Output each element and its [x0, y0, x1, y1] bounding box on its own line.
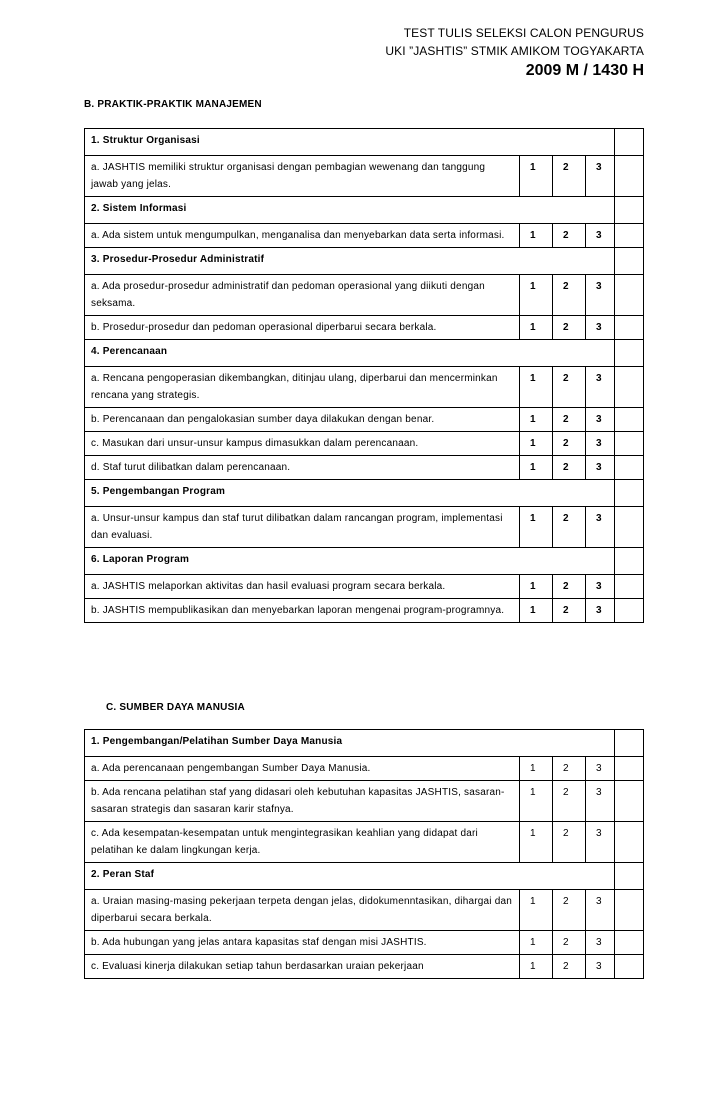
group-heading-row — [85, 730, 644, 757]
group-heading: 6. Laporan Program — [85, 548, 615, 575]
score-option-2[interactable]: 2 — [553, 575, 586, 599]
group-heading: 3. Prosedur-Prosedur Administratif — [85, 248, 615, 275]
question-row — [85, 456, 644, 480]
score-option-3[interactable]: 3 — [586, 781, 615, 822]
section-c-table — [84, 729, 644, 979]
answer-cell[interactable] — [615, 367, 644, 408]
question-row — [85, 316, 644, 340]
question-row — [85, 408, 644, 432]
answer-cell[interactable] — [615, 275, 644, 316]
header-line-2: UKI ”JASHTIS” STMIK AMIKOM TOGYAKARTA — [385, 44, 644, 58]
score-option-1[interactable]: 1 — [520, 757, 553, 781]
group-heading-row — [85, 129, 644, 156]
score-option-2[interactable]: 2 — [553, 456, 586, 480]
question-text: c. Evaluasi kinerja dilakukan setiap tahun berdasarkan uraian pekerjaan — [85, 955, 520, 979]
question-text: a. JASHTIS memiliki struktur organisasi dengan pembagian wewenang dan tanggung jawab yang jelas. — [85, 156, 520, 197]
answer-cell[interactable] — [615, 863, 644, 890]
score-option-2[interactable]: 2 — [553, 822, 586, 863]
score-option-1[interactable]: 1 — [520, 575, 553, 599]
answer-cell[interactable] — [615, 248, 644, 275]
score-option-1[interactable]: 1 — [520, 224, 553, 248]
question-text: a. Unsur-unsur kampus dan staf turut dilibatkan dalam rancangan program, implementasi dan evaluasi. — [85, 507, 520, 548]
score-option-1[interactable]: 1 — [520, 781, 553, 822]
score-option-1[interactable]: 1 — [520, 931, 553, 955]
question-row — [85, 224, 644, 248]
header-line-1: TEST TULIS SELEKSI CALON PENGURUS — [403, 26, 644, 40]
question-row — [85, 275, 644, 316]
score-option-1[interactable]: 1 — [520, 432, 553, 456]
question-text: a. Rencana pengoperasian dikembangkan, ditinjau ulang, diperbarui dan mencerminkan rencana yang strategis. — [85, 367, 520, 408]
score-option-1[interactable]: 1 — [520, 507, 553, 548]
score-option-1[interactable]: 1 — [520, 275, 553, 316]
answer-cell[interactable] — [615, 890, 644, 931]
score-option-1[interactable]: 1 — [520, 456, 553, 480]
group-heading: 4. Perencanaan — [85, 340, 615, 367]
score-option-1[interactable]: 1 — [520, 367, 553, 408]
score-option-2[interactable]: 2 — [553, 224, 586, 248]
question-text: a. Ada perencanaan pengembangan Sumber Daya Manusia. — [85, 757, 520, 781]
document-header — [385, 24, 644, 82]
score-option-1[interactable]: 1 — [520, 955, 553, 979]
score-option-2[interactable]: 2 — [553, 367, 586, 408]
question-text: b. Ada hubungan yang jelas antara kapasitas staf dengan misi JASHTIS. — [85, 931, 520, 955]
group-heading: 5. Pengembangan Program — [85, 480, 615, 507]
score-option-1[interactable]: 1 — [520, 156, 553, 197]
answer-cell[interactable] — [615, 432, 644, 456]
score-option-2[interactable]: 2 — [553, 757, 586, 781]
score-option-1[interactable]: 1 — [520, 408, 553, 432]
score-option-2[interactable]: 2 — [553, 890, 586, 931]
section-b-table — [84, 128, 644, 623]
answer-cell[interactable] — [615, 575, 644, 599]
answer-cell[interactable] — [615, 129, 644, 156]
answer-cell[interactable] — [615, 730, 644, 757]
score-option-2[interactable]: 2 — [553, 156, 586, 197]
question-text: b. JASHTIS mempublikasikan dan menyebarkan laporan mengenai program-programnya. — [85, 599, 520, 623]
score-option-1[interactable]: 1 — [520, 890, 553, 931]
question-row — [85, 890, 644, 931]
answer-cell[interactable] — [615, 599, 644, 623]
answer-cell[interactable] — [615, 757, 644, 781]
answer-cell[interactable] — [615, 408, 644, 432]
answer-cell[interactable] — [615, 156, 644, 197]
score-option-3[interactable]: 3 — [586, 432, 615, 456]
score-option-2[interactable]: 2 — [553, 599, 586, 623]
group-heading: 2. Peran Staf — [85, 863, 615, 890]
score-option-2[interactable]: 2 — [553, 432, 586, 456]
question-text: b. Ada rencana pelatihan staf yang didasari oleh kebutuhan kapasitas JASHTIS, sasaran-sasaran strategis dan sasaran karir stafnya. — [85, 781, 520, 822]
question-row — [85, 931, 644, 955]
question-text: c. Masukan dari unsur-unsur kampus dimasukkan dalam perencanaan. — [85, 432, 520, 456]
answer-cell[interactable] — [615, 931, 644, 955]
score-option-1[interactable]: 1 — [520, 316, 553, 340]
score-option-1[interactable]: 1 — [520, 599, 553, 623]
question-text: a. Ada sistem untuk mengumpulkan, menganalisa dan menyebarkan data serta informasi. — [85, 224, 520, 248]
group-heading-row — [85, 197, 644, 224]
group-heading-row — [85, 548, 644, 575]
question-row — [85, 507, 644, 548]
score-option-2[interactable]: 2 — [553, 408, 586, 432]
question-row — [85, 955, 644, 979]
question-row — [85, 781, 644, 822]
answer-cell[interactable] — [615, 316, 644, 340]
score-option-1[interactable]: 1 — [520, 822, 553, 863]
score-option-3[interactable]: 3 — [586, 275, 615, 316]
score-option-3[interactable]: 3 — [586, 931, 615, 955]
score-option-3[interactable]: 3 — [586, 955, 615, 979]
group-heading: 2. Sistem Informasi — [85, 197, 615, 224]
score-option-2[interactable]: 2 — [553, 781, 586, 822]
question-text: b. Prosedur-prosedur dan pedoman operasional diperbarui secara berkala. — [85, 316, 520, 340]
answer-cell[interactable] — [615, 548, 644, 575]
score-option-3[interactable]: 3 — [586, 575, 615, 599]
answer-cell[interactable] — [615, 507, 644, 548]
score-option-3[interactable]: 3 — [586, 456, 615, 480]
score-option-3[interactable]: 3 — [586, 316, 615, 340]
score-option-2[interactable]: 2 — [553, 955, 586, 979]
score-option-3[interactable]: 3 — [586, 408, 615, 432]
score-option-2[interactable]: 2 — [553, 931, 586, 955]
group-heading-row — [85, 340, 644, 367]
group-heading: 1. Pengembangan/Pelatihan Sumber Daya Manusia — [85, 730, 615, 757]
score-option-3[interactable]: 3 — [586, 599, 615, 623]
group-heading-row — [85, 480, 644, 507]
answer-cell[interactable] — [615, 224, 644, 248]
question-row — [85, 757, 644, 781]
question-text: c. Ada kesempatan-kesempatan untuk mengintegrasikan keahlian yang didapat dari pelatihan ke dalam lingkungan kerja. — [85, 822, 520, 863]
score-option-3[interactable]: 3 — [586, 757, 615, 781]
score-option-3[interactable]: 3 — [586, 156, 615, 197]
score-option-3[interactable]: 3 — [586, 367, 615, 408]
question-text: b. Perencanaan dan pengalokasian sumber daya dilakukan dengan benar. — [85, 408, 520, 432]
answer-cell[interactable] — [615, 822, 644, 863]
answer-cell[interactable] — [615, 456, 644, 480]
score-option-3[interactable]: 3 — [586, 822, 615, 863]
answer-cell[interactable] — [615, 480, 644, 507]
group-heading-row — [85, 863, 644, 890]
question-text: a. Uraian masing-masing pekerjaan terpeta dengan jelas, didokumenntasikan, dihargai dan diperbarui secara berkala. — [85, 890, 520, 931]
question-row — [85, 367, 644, 408]
score-option-2[interactable]: 2 — [553, 316, 586, 340]
question-text: a. JASHTIS melaporkan aktivitas dan hasil evaluasi program secara berkala. — [85, 575, 520, 599]
section-c-title: C. SUMBER DAYA MANUSIA — [106, 702, 245, 713]
question-row — [85, 432, 644, 456]
group-heading-row — [85, 248, 644, 275]
group-heading: 1. Struktur Organisasi — [85, 129, 615, 156]
answer-cell[interactable] — [615, 781, 644, 822]
score-option-2[interactable]: 2 — [553, 507, 586, 548]
question-text: a. Ada prosedur-prosedur administratif dan pedoman operasional yang diikuti dengan seksama. — [85, 275, 520, 316]
question-text: d. Staf turut dilibatkan dalam perencanaan. — [85, 456, 520, 480]
section-b-title: B. PRAKTIK-PRAKTIK MANAJEMEN — [84, 99, 262, 110]
answer-cell[interactable] — [615, 197, 644, 224]
header-year: 2009 M / 1430 H — [525, 62, 644, 79]
question-row — [85, 575, 644, 599]
answer-cell[interactable] — [615, 955, 644, 979]
answer-cell[interactable] — [615, 340, 644, 367]
question-row — [85, 599, 644, 623]
score-option-2[interactable]: 2 — [553, 275, 586, 316]
score-option-3[interactable]: 3 — [586, 507, 615, 548]
question-row — [85, 156, 644, 197]
question-row — [85, 822, 644, 863]
score-option-3[interactable]: 3 — [586, 224, 615, 248]
score-option-3[interactable]: 3 — [586, 890, 615, 931]
